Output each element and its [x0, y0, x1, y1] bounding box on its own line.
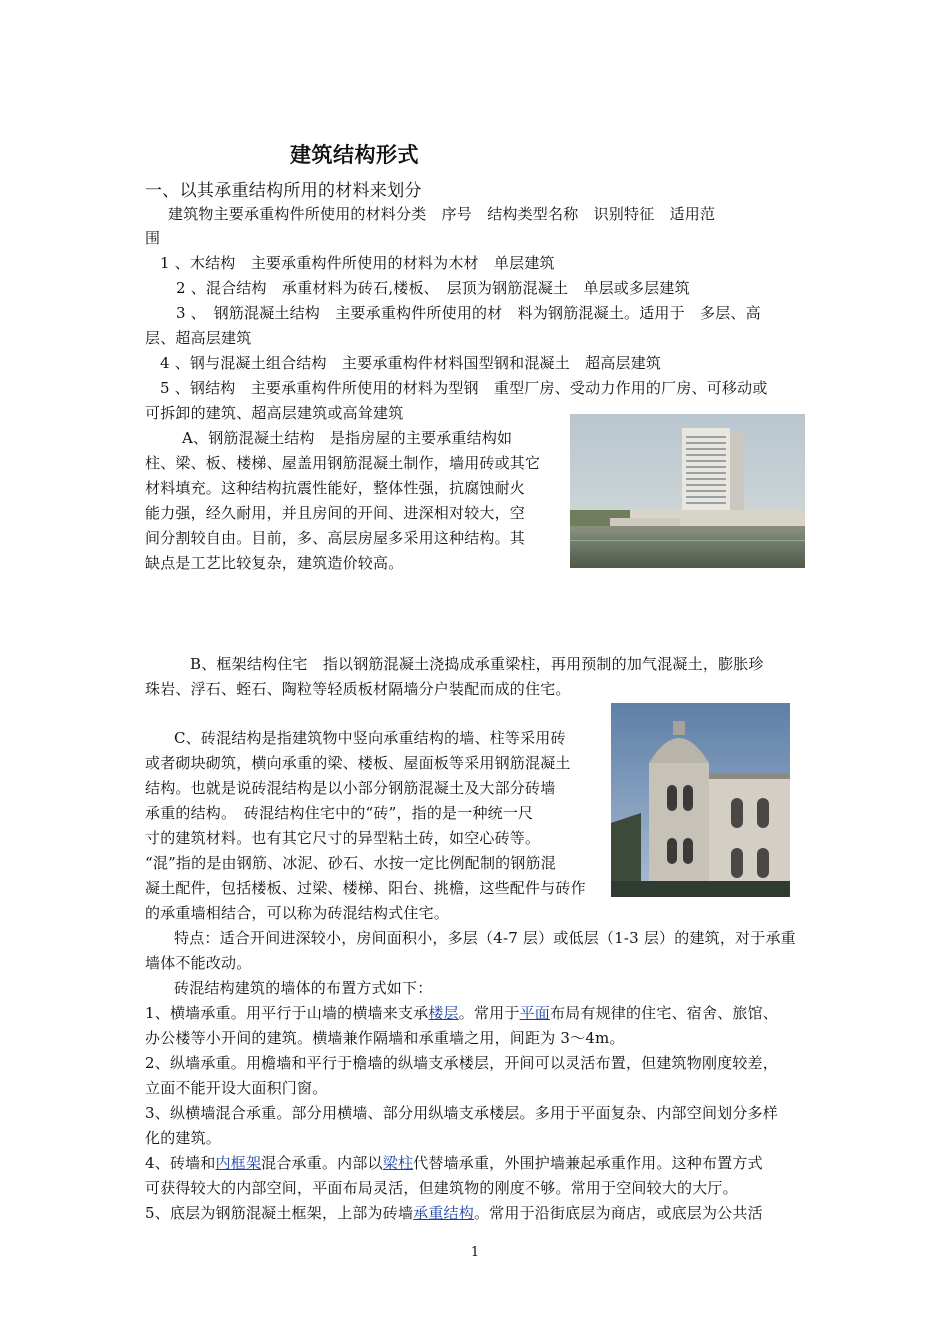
paragraph-line: 砖混结构建筑的墙体的布置方式如下：: [174, 979, 433, 997]
link-bearing-structure[interactable]: 承重结构: [413, 1204, 474, 1222]
list-item: 2 、混合结构 承重材料为砖石,楼板、 层顶为钢筋混凝土 单层或多层建筑: [176, 279, 690, 297]
paragraph-line: B、框架结构住宅 指以钢筋混凝土浇捣成承重梁柱，再用预制的加气混凝土，膨胀珍: [190, 655, 764, 673]
link-beam-column[interactable]: 梁柱: [382, 1154, 414, 1172]
paragraph-line: A、钢筋混凝土结构 是指房屋的主要承重结构如: [182, 429, 513, 447]
paragraph-line: 缺点是工艺比较复杂，建筑造价较高。: [145, 554, 404, 572]
list-text: 代替墙承重，外围护墙兼起承重作用。这种布置方式: [413, 1154, 763, 1172]
list-item: [145, 1001, 778, 1025]
list-text: 4、砖墙和: [145, 1154, 216, 1172]
list-item: 2、纵墙承重。用檐墙和平行于檐墙的纵墙支承楼层，开间可以灵活布置，但建筑物刚度较差，: [145, 1054, 778, 1072]
brick-building-photo: [611, 703, 790, 897]
paragraph-line: 材料填充。这种结构抗震性能好，整体性强，抗腐蚀耐火: [145, 479, 526, 497]
list-item: 1 、木结构 主要承重构件所使用的材料为木材 单层建筑: [160, 254, 555, 272]
link-floor[interactable]: 楼层: [428, 1004, 459, 1022]
page-number: 1: [470, 1245, 480, 1260]
paragraph-line: 或者砌块砌筑，横向承重的梁、楼板、屋面板等采用钢筋混凝土: [145, 754, 571, 772]
list-item: 可获得较大的内部空间，平面布局灵活，但建筑物的刚度不够。常用于空间较大的大厅。: [145, 1179, 738, 1197]
link-inner-frame[interactable]: 内框架: [215, 1154, 262, 1172]
list-item: 3 、 钢筋混凝土结构 主要承重构件所使用的材 料为钢筋混凝土。适用于 多层、高: [176, 304, 761, 322]
section-heading: 一、以其承重结构所用的材料来划分: [145, 181, 422, 201]
paragraph-line: 墙体不能改动。: [145, 954, 252, 972]
list-item: 5 、钢结构 主要承重构件所使用的材料为型钢 重型厂房、受动力作用的厂房、可移动或: [160, 379, 768, 397]
list-text: 。常用于: [458, 1004, 520, 1022]
list-item: [145, 1151, 763, 1175]
list-text: 。常用于沿街底层为商店，或底层为公共活: [473, 1204, 763, 1222]
paragraph-line: 寸的建筑材料。也有其它尺寸的异型粘土砖，如空心砖等。: [145, 829, 541, 847]
list-item: 可拆卸的建筑、超高层建筑或高耸建筑: [145, 404, 404, 422]
list-text: 1、横墙承重。用平行于山墙的横墙来支承: [145, 1004, 429, 1022]
link-plan[interactable]: 平面: [519, 1004, 550, 1022]
list-item: 办公楼等小开间的建筑。横墙兼作隔墙和承重墙之用，间距为 3～4m。: [145, 1029, 625, 1047]
list-item: 立面不能开设大面积门窗。: [145, 1079, 328, 1097]
paragraph-line: 特点：适合开间进深较小，房间面积小，多层（4-7 层）或低层（1-3 层）的建筑，对于承重: [174, 929, 796, 947]
list-item: 层、超高层建筑: [145, 329, 252, 347]
paragraph-line: 珠岩、浮石、蛭石、陶粒等轻质板材隔墙分户装配而成的住宅。: [145, 680, 571, 698]
paragraph-line: C、砖混结构是指建筑物中竖向承重结构的墙、柱等采用砖: [174, 729, 566, 747]
list-text: 5、底层为钢筋混凝土框架，上部为砖墙: [145, 1204, 414, 1222]
paragraph-line: 柱、梁、板、楼梯、屋盖用钢筋混凝土制作，墙用砖或其它: [145, 454, 541, 472]
list-text: 混合承重。内部以: [261, 1154, 383, 1172]
list-item: 3、纵横墙混合承重。部分用横墙、部分用纵墙支承楼层。多用于平面复杂、内部空间划分多样: [145, 1104, 778, 1122]
paragraph-line: 的承重墙相结合，可以称为砖混结构式住宅。: [145, 904, 450, 922]
list-item: 化的建筑。: [145, 1129, 222, 1147]
paragraph-line: 间分割较自由。目前，多、高层房屋多采用这种结构。其: [145, 529, 526, 547]
paragraph-line: 结构。也就是说砖混结构是以小部分钢筋混凝土及大部分砖墙: [145, 779, 556, 797]
paragraph-line: 承重的结构。 砖混结构住宅中的“砖”，指的是一种统一尺: [145, 804, 534, 822]
paragraph-line: 凝土配件，包括楼板、过梁、楼梯、阳台、挑檐，这些配件与砖作: [145, 879, 586, 897]
page-title: 建筑结构形式: [290, 143, 419, 167]
list-item: [145, 1201, 763, 1225]
list-item: 4 、钢与混凝土组合结构 主要承重构件材料国型钢和混凝土 超高层建筑: [160, 354, 662, 372]
list-text: 布局有规律的住宅、宿舍、旅馆、: [549, 1004, 778, 1022]
paragraph-line: “混”指的是由钢筋、冰泥、砂石、水按一定比例配制的钢筋混: [145, 854, 556, 872]
table-header-line: 围: [145, 229, 161, 247]
table-header-line: 建筑物主要承重构件所使用的材料分类 序号 结构类型名称 识别特征 适用范: [168, 205, 716, 223]
highrise-building-photo: [570, 414, 805, 568]
paragraph-line: 能力强，经久耐用，并且房间的开间、进深相对较大，空: [145, 504, 526, 522]
